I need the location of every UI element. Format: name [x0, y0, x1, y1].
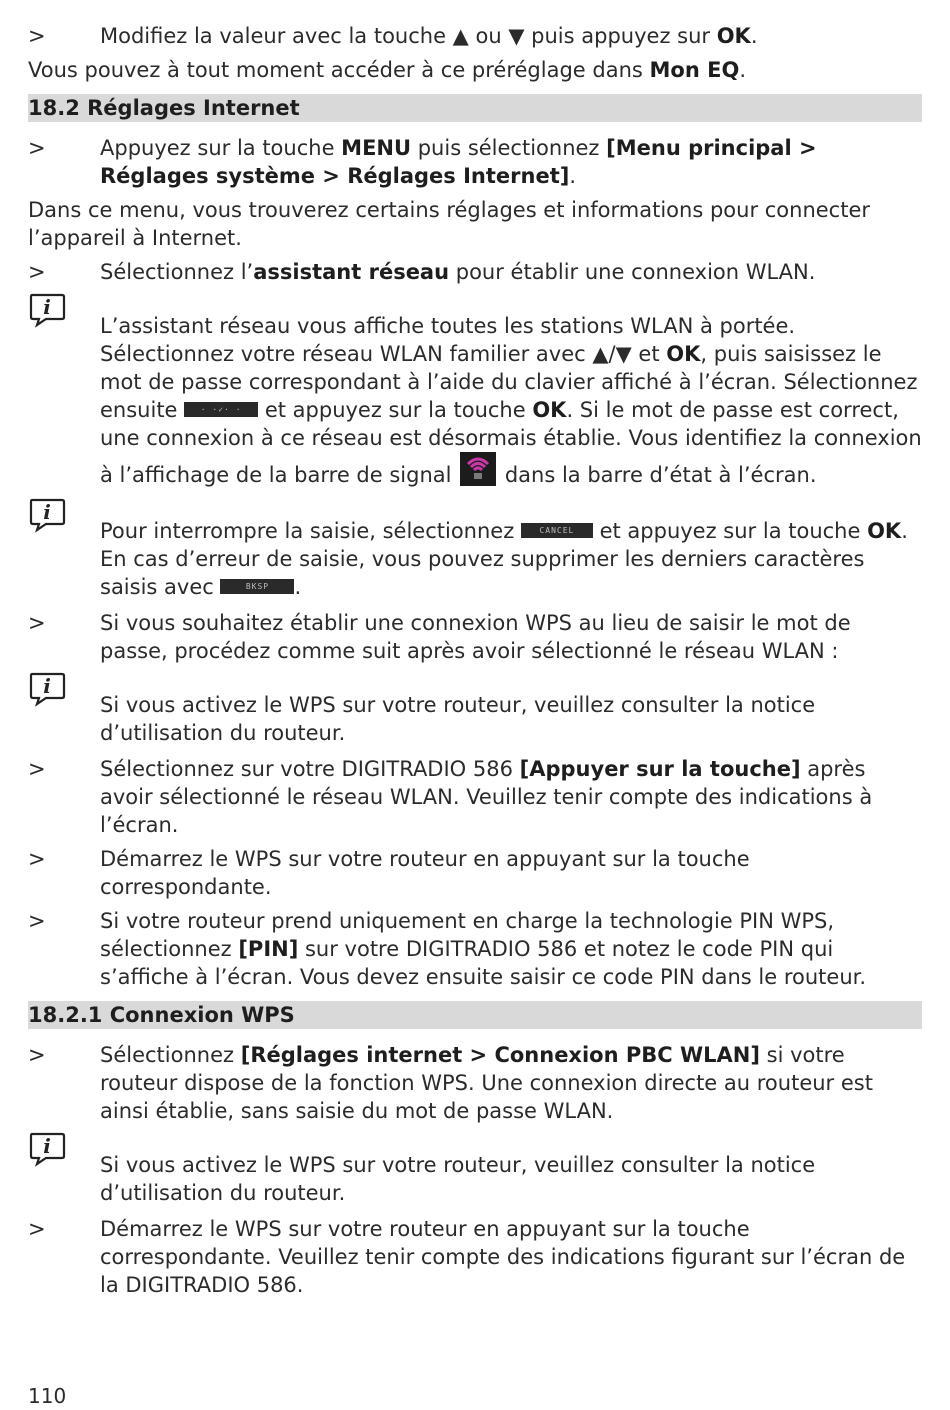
- svg-text:i: i: [43, 674, 51, 698]
- info-note-wps-router-2: i Si vous activez le WPS sur votre routeur, veuillez consulter la notice d’utilisation du routeur.: [28, 1131, 922, 1207]
- info-note-cancel: i Pour interrompre la saisie, sélectionnez CANCEL et appuyez sur la touche OK. En cas d’erreur de saisie, vous pouvez supprimer les derniers caractères saisis avec BKSP .: [28, 497, 922, 601]
- info-icon: [28, 497, 66, 533]
- menu-intro: Dans ce menu, vous trouverez certains réglages et informations pour connecter l’appareil à Internet.: [28, 198, 871, 250]
- step-marker: >: [28, 24, 46, 48]
- info-icon: [28, 671, 66, 707]
- step-start-wps: > Démarrez le WPS sur votre routeur en appuyant sur la touche correspondante.: [28, 847, 750, 899]
- wlan-signal-icon: [460, 452, 496, 486]
- info-icon: [28, 1131, 66, 1167]
- svg-text:i: i: [43, 295, 51, 319]
- step-marker: >: [28, 136, 46, 160]
- info-note-assistant: i L’assistant réseau vous affiche toutes les stations WLAN à portée. Sélectionnez votre réseau WLAN familier avec ▲/▼ et OK, puis saisissez le mot de passe correspondant à l’aide du clavier affiché à l’écran. Sélectionnez ensuite · ·✓· · et appuyez sur la touche OK. Si le mot de passe est correct, une connexion à ce réseau est désormais établie. Vous identifiez la connexion à l’affichage de la barre de signal dans la barre d’état à l’écran.: [28, 292, 922, 489]
- page-number: 110: [28, 1384, 67, 1408]
- step-marker: >: [28, 909, 46, 933]
- step-marker: >: [28, 1043, 46, 1067]
- cancel-button-image: CANCEL: [521, 523, 593, 538]
- step-pin-wps: > Si votre routeur prend uniquement en charge la technologie PIN WPS, sélectionnez [PIN] sur votre DIGITRADIO 586 et notez le code PIN qui s’affiche à l’écran. Vous devez ensuite saisir ce code PIN dans le routeur.: [28, 909, 867, 989]
- step-marker: >: [28, 847, 46, 871]
- step-marker: >: [28, 260, 46, 284]
- section-heading-18-2-1: 18.2.1 Connexion WPS: [28, 1001, 922, 1029]
- document-page: [28, 22, 922, 1305]
- step-marker: >: [28, 757, 46, 781]
- step-pbc-wlan: > Sélectionnez [Réglages internet > Connexion PBC WLAN] si votre routeur dispose de la fonction WPS. Une connexion directe au routeur est ainsi établie, sans saisie du mot de passe WLAN.: [28, 1043, 873, 1123]
- section-heading-18-2: 18.2 Réglages Internet: [28, 94, 922, 122]
- step-start-wps-2: > Démarrez le WPS sur votre routeur en appuyant sur la touche correspondante. Veuillez tenir compte des indications figurant sur l’écran de la DIGITRADIO 586.: [28, 1217, 906, 1297]
- svg-text:i: i: [43, 1134, 51, 1158]
- step-marker: >: [28, 1217, 46, 1241]
- step-open-menu: > Appuyez sur la touche MENU puis sélectionnez [Menu principal > Réglages système > Réglages Internet].: [28, 136, 817, 188]
- ok-button-image: · ·✓· ·: [184, 402, 258, 417]
- step-network-assistant: > Sélectionnez l’assistant réseau pour établir une connexion WLAN.: [28, 260, 816, 284]
- mon-eq-note: Vous pouvez à tout moment accéder à ce préréglage dans Mon EQ.: [28, 58, 746, 82]
- instruction-modify-value: > Modifiez la valeur avec la touche ▲ ou ▼ puis appuyez sur OK.: [28, 24, 758, 48]
- step-press-button: > Sélectionnez sur votre DIGITRADIO 586 [Appuyer sur la touche] après avoir sélectionné le réseau WLAN. Veuillez tenir compte des indications à l’écran.: [28, 757, 873, 837]
- svg-text:i: i: [43, 500, 51, 524]
- info-note-wps-router: i Si vous activez le WPS sur votre routeur, veuillez consulter la notice d’utilisation du routeur.: [28, 671, 922, 747]
- bksp-button-image: BKSP: [220, 579, 294, 594]
- info-icon: [28, 292, 66, 328]
- step-marker: >: [28, 611, 46, 635]
- step-wps-option: > Si vous souhaitez établir une connexion WPS au lieu de saisir le mot de passe, procédez comme suit après avoir sélectionné le réseau WLAN :: [28, 611, 851, 663]
